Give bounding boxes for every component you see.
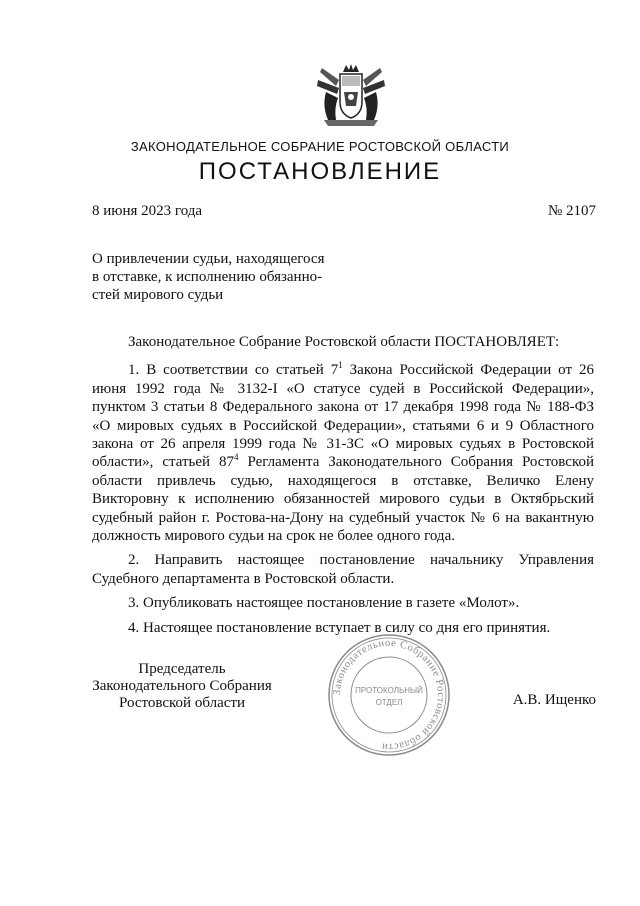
- organization-name: ЗАКОНОДАТЕЛЬНОЕ СОБРАНИЕ РОСТОВСКОЙ ОБЛАСТИ: [130, 139, 510, 154]
- signatory-name: А.В. Ищенко: [512, 692, 596, 708]
- paragraph-2: 2. Направить настоящее постановление начальнику Управления Судебного департамента в Ростовской области.: [92, 552, 594, 587]
- signatory-title-line: Председатель: [138, 661, 226, 677]
- official-stamp: [326, 632, 452, 758]
- subject-line: в отставке, к исполнению обязанно-: [92, 269, 323, 285]
- paragraph-4: 4. Настоящее постановление вступает в силу со дня его принятия.: [128, 619, 551, 636]
- paragraph-1-part-a: 1. В соответствии со статьей 7: [128, 362, 339, 379]
- stamp-center-line: ОТДЕЛ: [375, 698, 403, 707]
- paragraph-3: 3. Опубликовать настоящее постановление в газете «Молот».: [128, 595, 520, 612]
- document-subject: [92, 250, 362, 304]
- coat-of-arms-icon: [312, 62, 390, 130]
- subject-line: О привлечении судьи, находящегося: [92, 251, 325, 267]
- document-body: [92, 333, 594, 643]
- signatory-title-line: Законодательного Собрания: [92, 678, 272, 694]
- signatory-title-line: Ростовской области: [119, 695, 245, 711]
- document-number: № 2107: [547, 203, 596, 219]
- resolution-intro: Законодательное Собрание Ростовской области ПОСТАНОВЛЯЕТ:: [128, 334, 560, 350]
- paragraph-1-part-c: Регламента Законодательного Собрания Ростовской области привлечь судью, находящегося в отставке, Величко Елену Викторовну к исполнению обязанностей мирового судьи в Октябрьский судебный район г. Ростова-на-Дону на судебный участок № 6 на вакантную должность мирового судьи на срок не более одного года.: [92, 454, 595, 545]
- superscript: 1: [338, 360, 343, 371]
- document-date: 8 июня 2023 года: [92, 203, 203, 219]
- stamp-center-line: ПРОТОКОЛЬНЫЙ: [355, 686, 423, 695]
- superscript: 4: [234, 452, 239, 463]
- paragraph-1: [92, 361, 594, 545]
- svg-text:Законодательное Собрание Росто: [332, 638, 446, 752]
- paragraph-1-part-b: Закона Российской Федерации от 26 июня 1992 года № 3132-I «О статусе судей в Российской Федерации», пунктом 3 статьи 8 Федерального закона от 17 декабря 1998 года № 188-ФЗ «О мировых судьях в Российской Федерации», статьями 6 и 9 Областного закона от 26 апреля 1999 года № 31-ЗС «О мировых судьях в Ростовской области», статьей 87: [92, 362, 594, 471]
- stamp-ring-text: Законодательное Собрание Ростовской области: [331, 637, 447, 753]
- document-type-title: ПОСТАНОВЛЕНИЕ: [198, 158, 442, 185]
- signatory-title: [92, 661, 272, 712]
- subject-line: стей мирового судьи: [92, 287, 224, 303]
